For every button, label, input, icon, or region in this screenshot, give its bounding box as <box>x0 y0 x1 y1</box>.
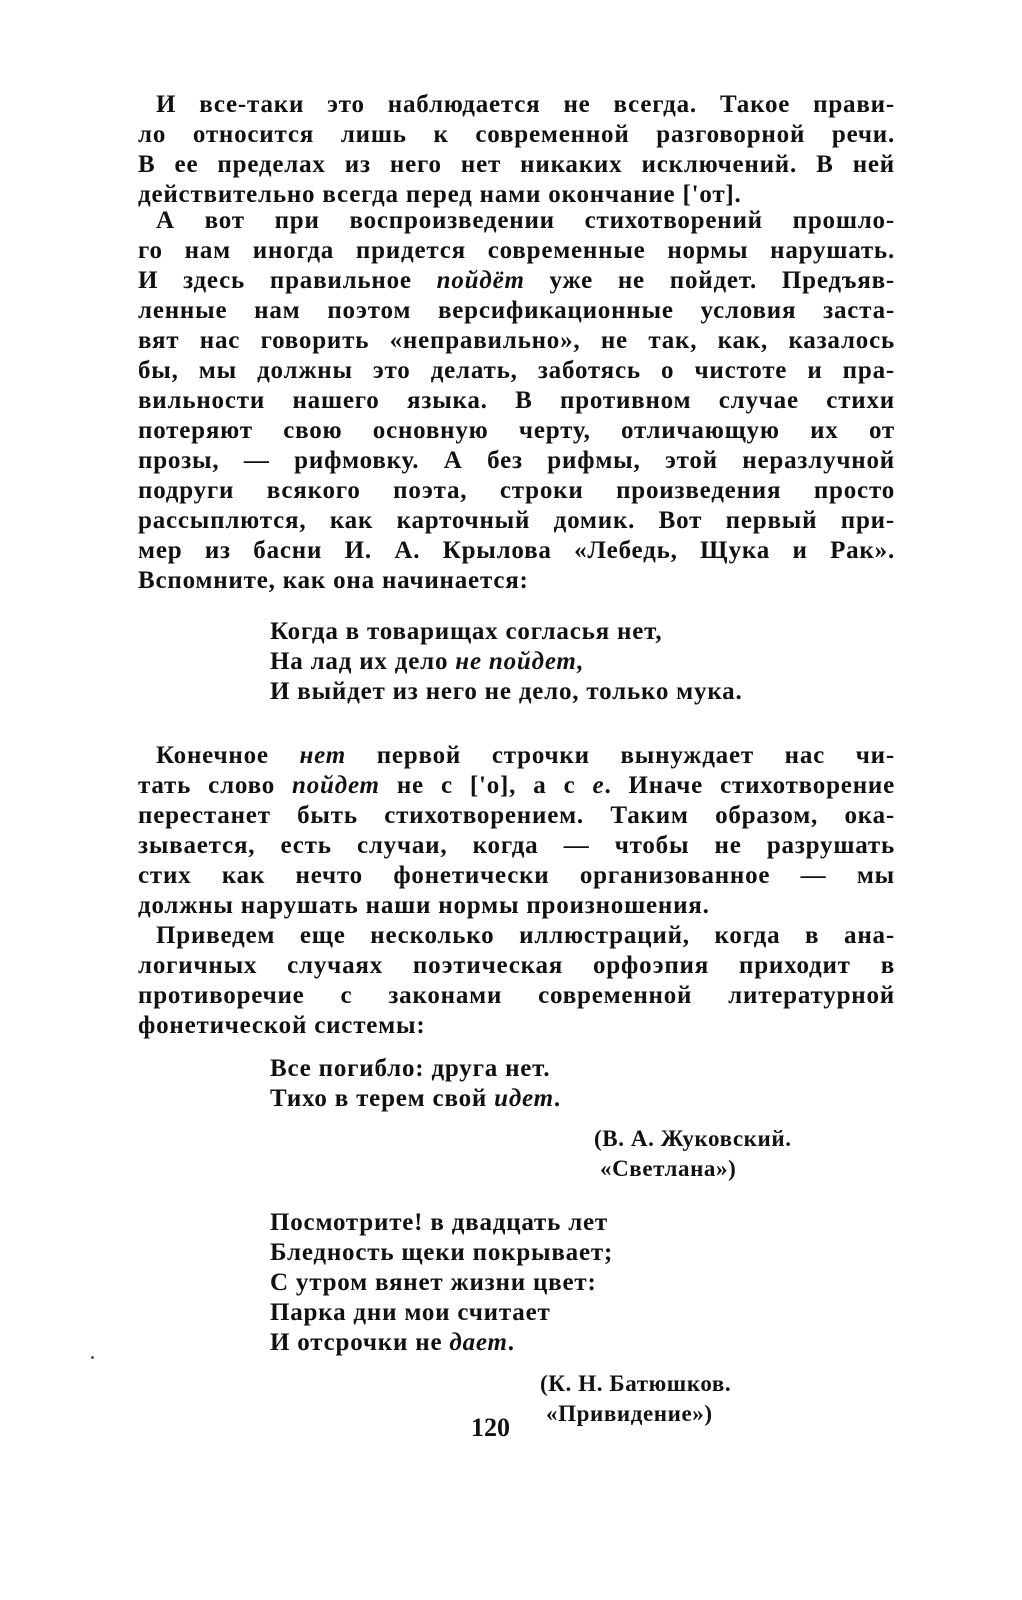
text-line: логичных случаях поэтическая орфоэпия приходит в <box>138 952 895 979</box>
text-fragment: тать слово <box>138 772 293 799</box>
text-fragment: первой строчки вынуждает нас чи- <box>345 742 896 769</box>
print-speck <box>91 1356 94 1359</box>
text-line: действительно всегда перед нами окончание ['от]. <box>138 181 742 208</box>
attribution-line: «Привидение») <box>546 1401 713 1426</box>
paragraph-1 <box>138 90 895 210</box>
text-line: перестанет быть стихотворением. Таким образом, ока- <box>138 802 895 829</box>
text-fragment: . Иначе стихотворение <box>604 772 896 799</box>
paragraph-4 <box>138 921 895 1041</box>
attribution-batyushkov <box>540 1369 731 1429</box>
attribution-line: (К. Н. Батюшков. <box>540 1371 732 1396</box>
text-line: Приведем еще несколько иллюстраций, когда в ана- <box>156 922 895 949</box>
text-line: рассыплются, как карточный домик. Вот первый при- <box>138 507 895 534</box>
verse-line: И выйдет из него не дело, только мука. <box>270 678 743 705</box>
attribution-line: (В. А. Жуковский. <box>594 1126 792 1151</box>
verse-line: Бледность щеки покрывает; <box>270 1239 614 1266</box>
verse-line: Все погибло: друга нет. <box>270 1055 551 1082</box>
verse-zhukovsky <box>270 1054 561 1114</box>
text-line: зывается, есть случаи, когда — чтобы не разрушать <box>138 832 895 859</box>
paragraph-3 <box>138 741 895 921</box>
text-fragment: . <box>553 1085 561 1112</box>
text-fragment: уже не пойдет. Предъяв- <box>524 267 895 294</box>
paragraph-2 <box>138 206 895 596</box>
verse-line: Посмотрите! в двадцать лет <box>270 1209 609 1236</box>
page-number: 120 <box>471 1413 510 1442</box>
verse-line: Парка дни мои считает <box>270 1299 551 1326</box>
verse-line: С утром вянет жизни цвет: <box>270 1269 597 1296</box>
text-line: стих как нечто фонетически организованное — мы <box>138 862 895 889</box>
text-fragment: На лад их дело <box>270 648 456 675</box>
text-fragment: И здесь правильное <box>138 267 437 294</box>
text-line <box>138 771 895 801</box>
attribution-line: «Светлана») <box>600 1156 737 1181</box>
text-line: В ее пределах из него нет никаких исключений. В ней <box>138 151 895 178</box>
text-fragment: Конечное <box>156 742 300 769</box>
text-line: мер из басни И. А. Крылова «Лебедь, Щука и Рак». <box>138 537 895 564</box>
text-line: вильности нашего языка. В противном случае стихи <box>138 387 895 414</box>
italic-word: е <box>592 772 605 799</box>
italic-word: пойдет <box>292 772 380 799</box>
verse-line <box>270 1084 561 1114</box>
text-line: вят нас говорить «неправильно», не так, как, казалось <box>138 327 895 354</box>
text-line <box>138 266 895 296</box>
text-line: ленные нам поэтом версификационные условия заста- <box>138 297 895 324</box>
italic-word: не пойдет, <box>455 648 585 675</box>
text-line <box>138 741 895 771</box>
verse-line <box>270 647 743 677</box>
text-line: фонетической системы: <box>138 1012 426 1039</box>
text-fragment: . <box>507 1329 515 1356</box>
text-line: должны нарушать наши нормы произношения. <box>138 892 710 919</box>
verse-line <box>270 1328 613 1358</box>
text-line: И все-таки это наблюдается не всегда. Такое прави- <box>156 91 895 118</box>
italic-word: пойдёт <box>436 267 525 294</box>
italic-word: нет <box>299 742 346 769</box>
text-line: противоречие с законами современной литературной <box>138 982 895 1009</box>
verse-line: Когда в товарищах согласья нет, <box>270 618 663 645</box>
text-fragment: И отсрочки не <box>270 1329 450 1356</box>
verse-batyushkov <box>270 1208 613 1358</box>
attribution-zhukovsky <box>594 1124 792 1184</box>
verse-krylov <box>270 617 743 707</box>
text-line: А вот при воспроизведении стихотворений прошло- <box>156 207 895 234</box>
text-fragment: Тихо в терем свой <box>270 1085 495 1112</box>
text-line: прозы, — рифмовку. А без рифмы, этой неразлучной <box>138 447 895 474</box>
text-line: Вспомните, как она начинается: <box>138 567 529 594</box>
text-fragment: не с ['о], а с <box>379 772 593 799</box>
text-line: подруги всякого поэта, строки произведения просто <box>138 477 895 504</box>
italic-word: дает <box>449 1329 508 1356</box>
text-line: потеряют свою основную черту, отличающую их от <box>138 417 895 444</box>
text-line: ло относится лишь к современной разговорной речи. <box>138 121 895 148</box>
italic-word: идет <box>494 1085 554 1112</box>
text-line: го нам иногда придется современные нормы нарушать. <box>138 237 895 264</box>
text-line: бы, мы должны это делать, заботясь о чистоте и пра- <box>138 357 895 384</box>
